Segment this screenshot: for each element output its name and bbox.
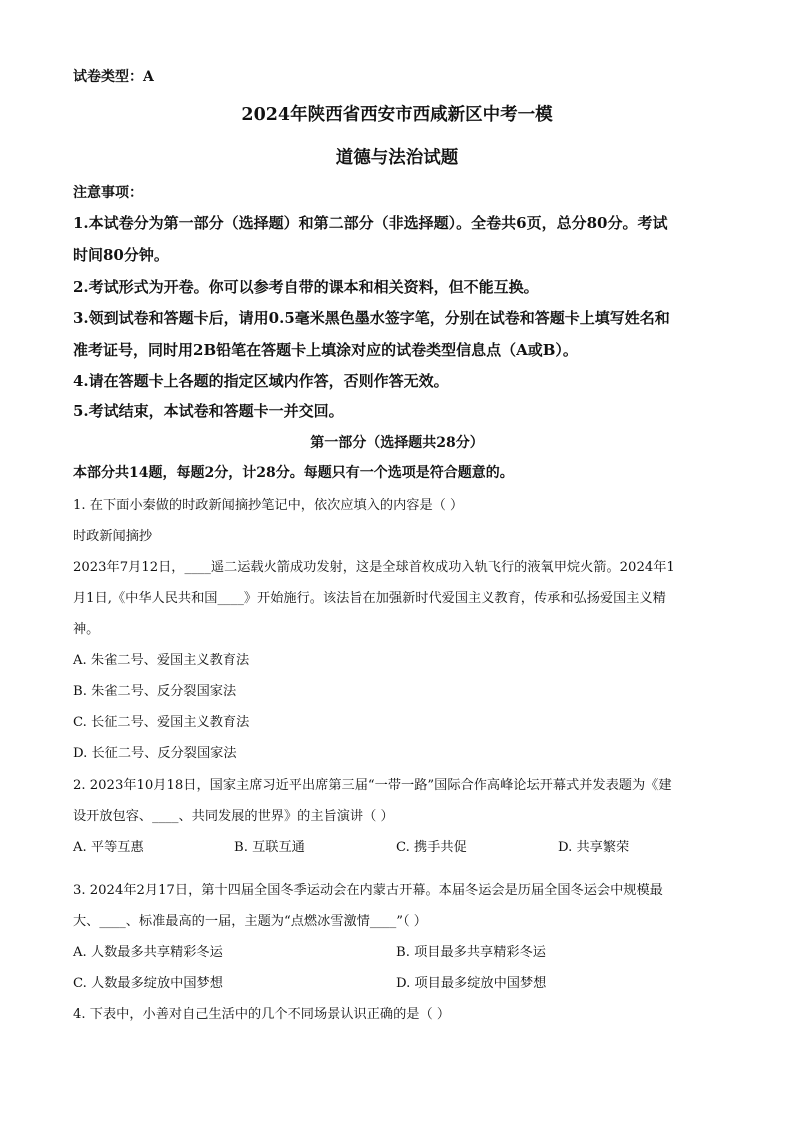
section-instruction: 本部分共14题，每题2分，计28分。每题只有一个选项是符合题意的。: [73, 465, 514, 481]
paper-type: 试卷类型：A: [73, 69, 154, 85]
exam-subtitle: 道德与法治试题: [335, 148, 459, 168]
question-3-text: 3. 2024年2月17日，第十四届全国冬季运动会在内蒙古开幕。本届冬运会是历届全国冬运会中规模最: [73, 883, 663, 898]
question-1-note-title: 时政新闻摘抄: [73, 529, 153, 544]
notice-item: 3.领到试卷和答题卡后，请用0.5毫米黑色墨水签字笔，分别在试卷和答题卡上填写姓名和: [73, 309, 670, 327]
notice-item: 1.本试卷分为第一部分（选择题）和第二部分（非选择题）。全卷共6页，总分80分。考试: [73, 214, 668, 232]
section-title: 第一部分（选择题共28分）: [310, 435, 484, 451]
question-1-text: 月1日,《中华人民共和国____》开始施行。该法旨在加强新时代爱国主义教育，传承和弘扬爱国主义精: [73, 591, 666, 606]
question-2-option-a: A. 平等互惠: [73, 840, 144, 855]
question-3-option-a: A. 人数最多共享精彩冬运: [73, 945, 223, 960]
question-1-option-c: C. 长征二号、爱国主义教育法: [73, 715, 250, 730]
question-3-option-d: D. 项目最多绽放中国梦想: [396, 976, 547, 991]
notice-item: 准考证号，同时用2B铅笔在答题卡上填涂对应的试卷类型信息点（A或B）。: [73, 341, 578, 359]
question-3-option-b: B. 项目最多共享精彩冬运: [396, 945, 546, 960]
question-2-option-b: B. 互联互通: [234, 840, 305, 855]
question-2-option-c: C. 携手共促: [396, 840, 467, 855]
question-2-text: 设开放包容、____、共同发展的世界》的主旨演讲（ ）: [73, 809, 394, 824]
notice-item: 5.考试结束，本试卷和答题卡一并交回。: [73, 402, 344, 420]
notice-item: 2.考试形式为开卷。你可以参考自带的课本和相关资料，但不能互换。: [73, 278, 539, 296]
notice-heading: 注意事项：: [73, 185, 143, 201]
question-3-text: 大、____、标准最高的一届，主题为“点燃冰雪激情____”（ ）: [73, 914, 427, 929]
exam-title: 2024年陕西省西安市西咸新区中考一模: [241, 105, 553, 125]
notice-item: 时间80分钟。: [73, 246, 169, 264]
question-1-option-b: B. 朱雀二号、反分裂国家法: [73, 684, 237, 699]
question-4-stem: 4. 下表中，小善对自己生活中的几个不同场景认识正确的是（ ）: [73, 1007, 451, 1022]
question-1-text: 神。: [73, 622, 100, 637]
question-2-text: 2. 2023年10月18日，国家主席习近平出席第三届“一带一路”国际合作高峰论坛开幕式并发表题为《建: [73, 778, 672, 793]
question-1-option-d: D. 长征二号、反分裂国家法: [73, 746, 237, 761]
question-3-option-c: C. 人数最多绽放中国梦想: [73, 976, 223, 991]
question-2-option-d: D. 共享繁荣: [558, 840, 630, 855]
question-1-option-a: A. 朱雀二号、爱国主义教育法: [73, 653, 250, 668]
question-1-stem: 1. 在下面小秦做的时政新闻摘抄笔记中，依次应填入的内容是（ ）: [73, 498, 464, 513]
question-1-text: 2023年7月12日，____遥二运载火箭成功发射，这是全球首枚成功入轨飞行的液氧甲烷火箭。2024年1: [73, 560, 675, 575]
notice-item: 4.请在答题卡上各题的指定区域内作答，否则作答无效。: [73, 372, 449, 390]
